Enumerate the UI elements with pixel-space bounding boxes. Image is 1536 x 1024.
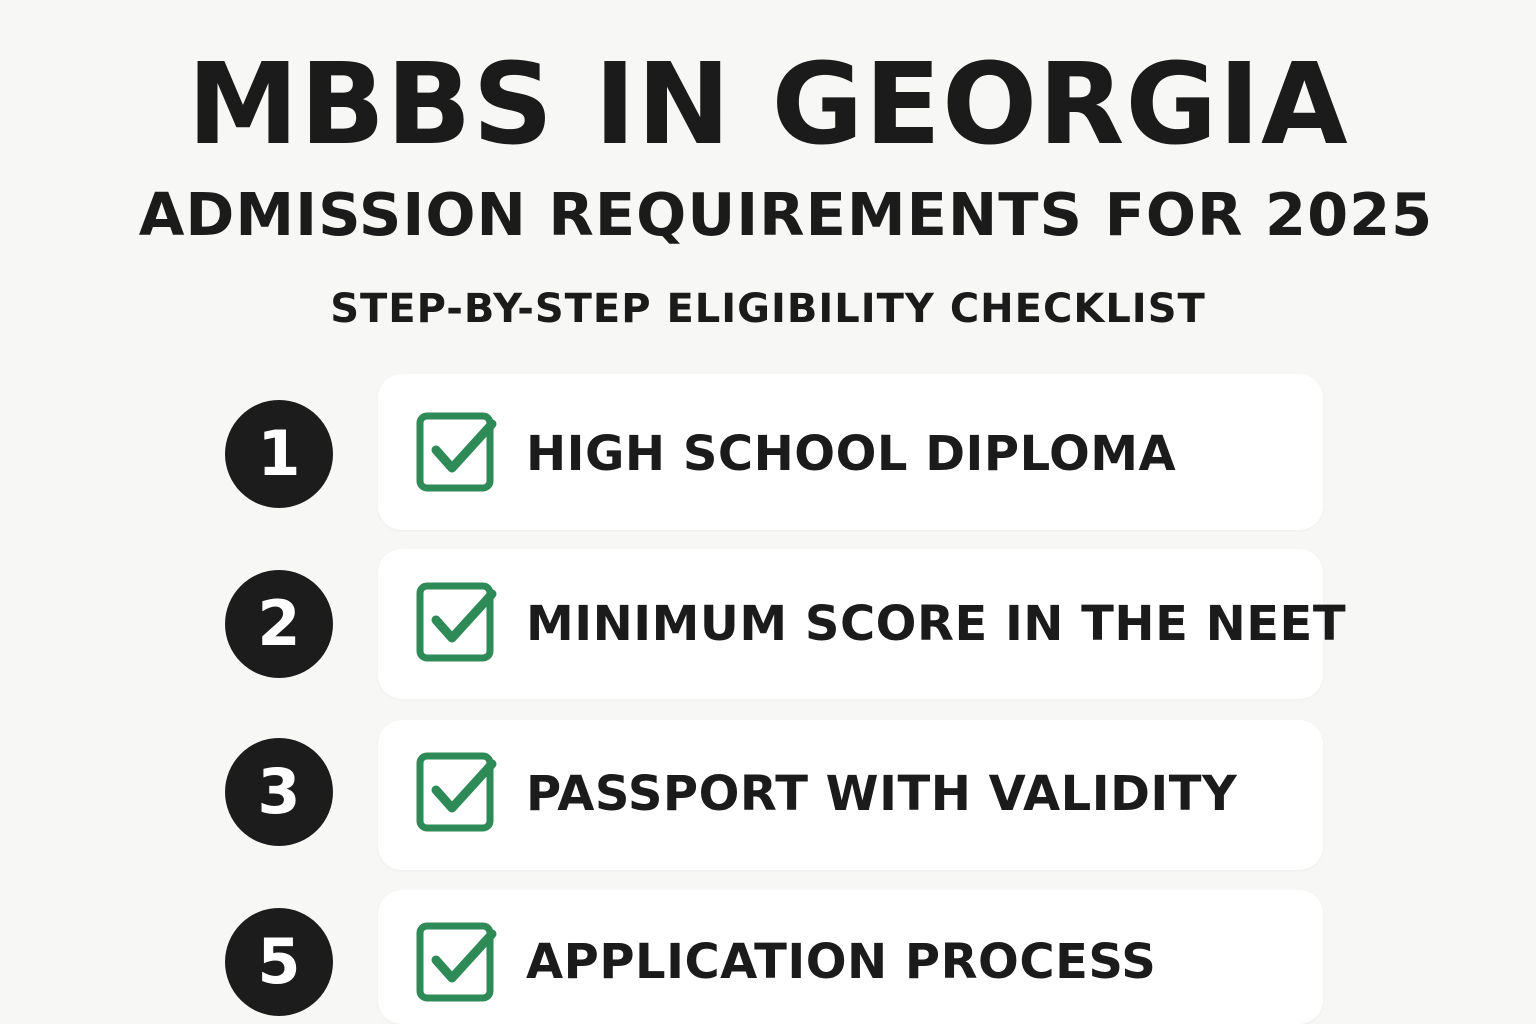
step-label: MINIMUM SCORE IN THE NEET: [526, 596, 1347, 652]
checkbox-checked-icon: [416, 920, 498, 1002]
step-label: APPLICATION PROCESS: [526, 934, 1157, 990]
step-number-badge: 3: [225, 738, 333, 846]
checkbox-checked-icon: [416, 750, 498, 832]
checkbox-checked-icon: [416, 410, 498, 492]
step-number-badge: 2: [225, 570, 333, 678]
page-title: MBBS IN GEORGIA: [187, 40, 1349, 170]
step-label: PASSPORT WITH VALIDITY: [526, 766, 1238, 822]
checkbox-checked-icon: [416, 580, 498, 662]
step-label: HIGH SCHOOL DIPLOMA: [526, 426, 1177, 482]
step-number-badge: 1: [225, 400, 333, 508]
step-number-badge: 5: [225, 908, 333, 1016]
page-subtitle: ADMISSION REQUIREMENTS FOR 2025: [138, 180, 1434, 249]
checklist-heading: STEP-BY-STEP ELIGIBILITY CHECKLIST: [330, 286, 1206, 332]
